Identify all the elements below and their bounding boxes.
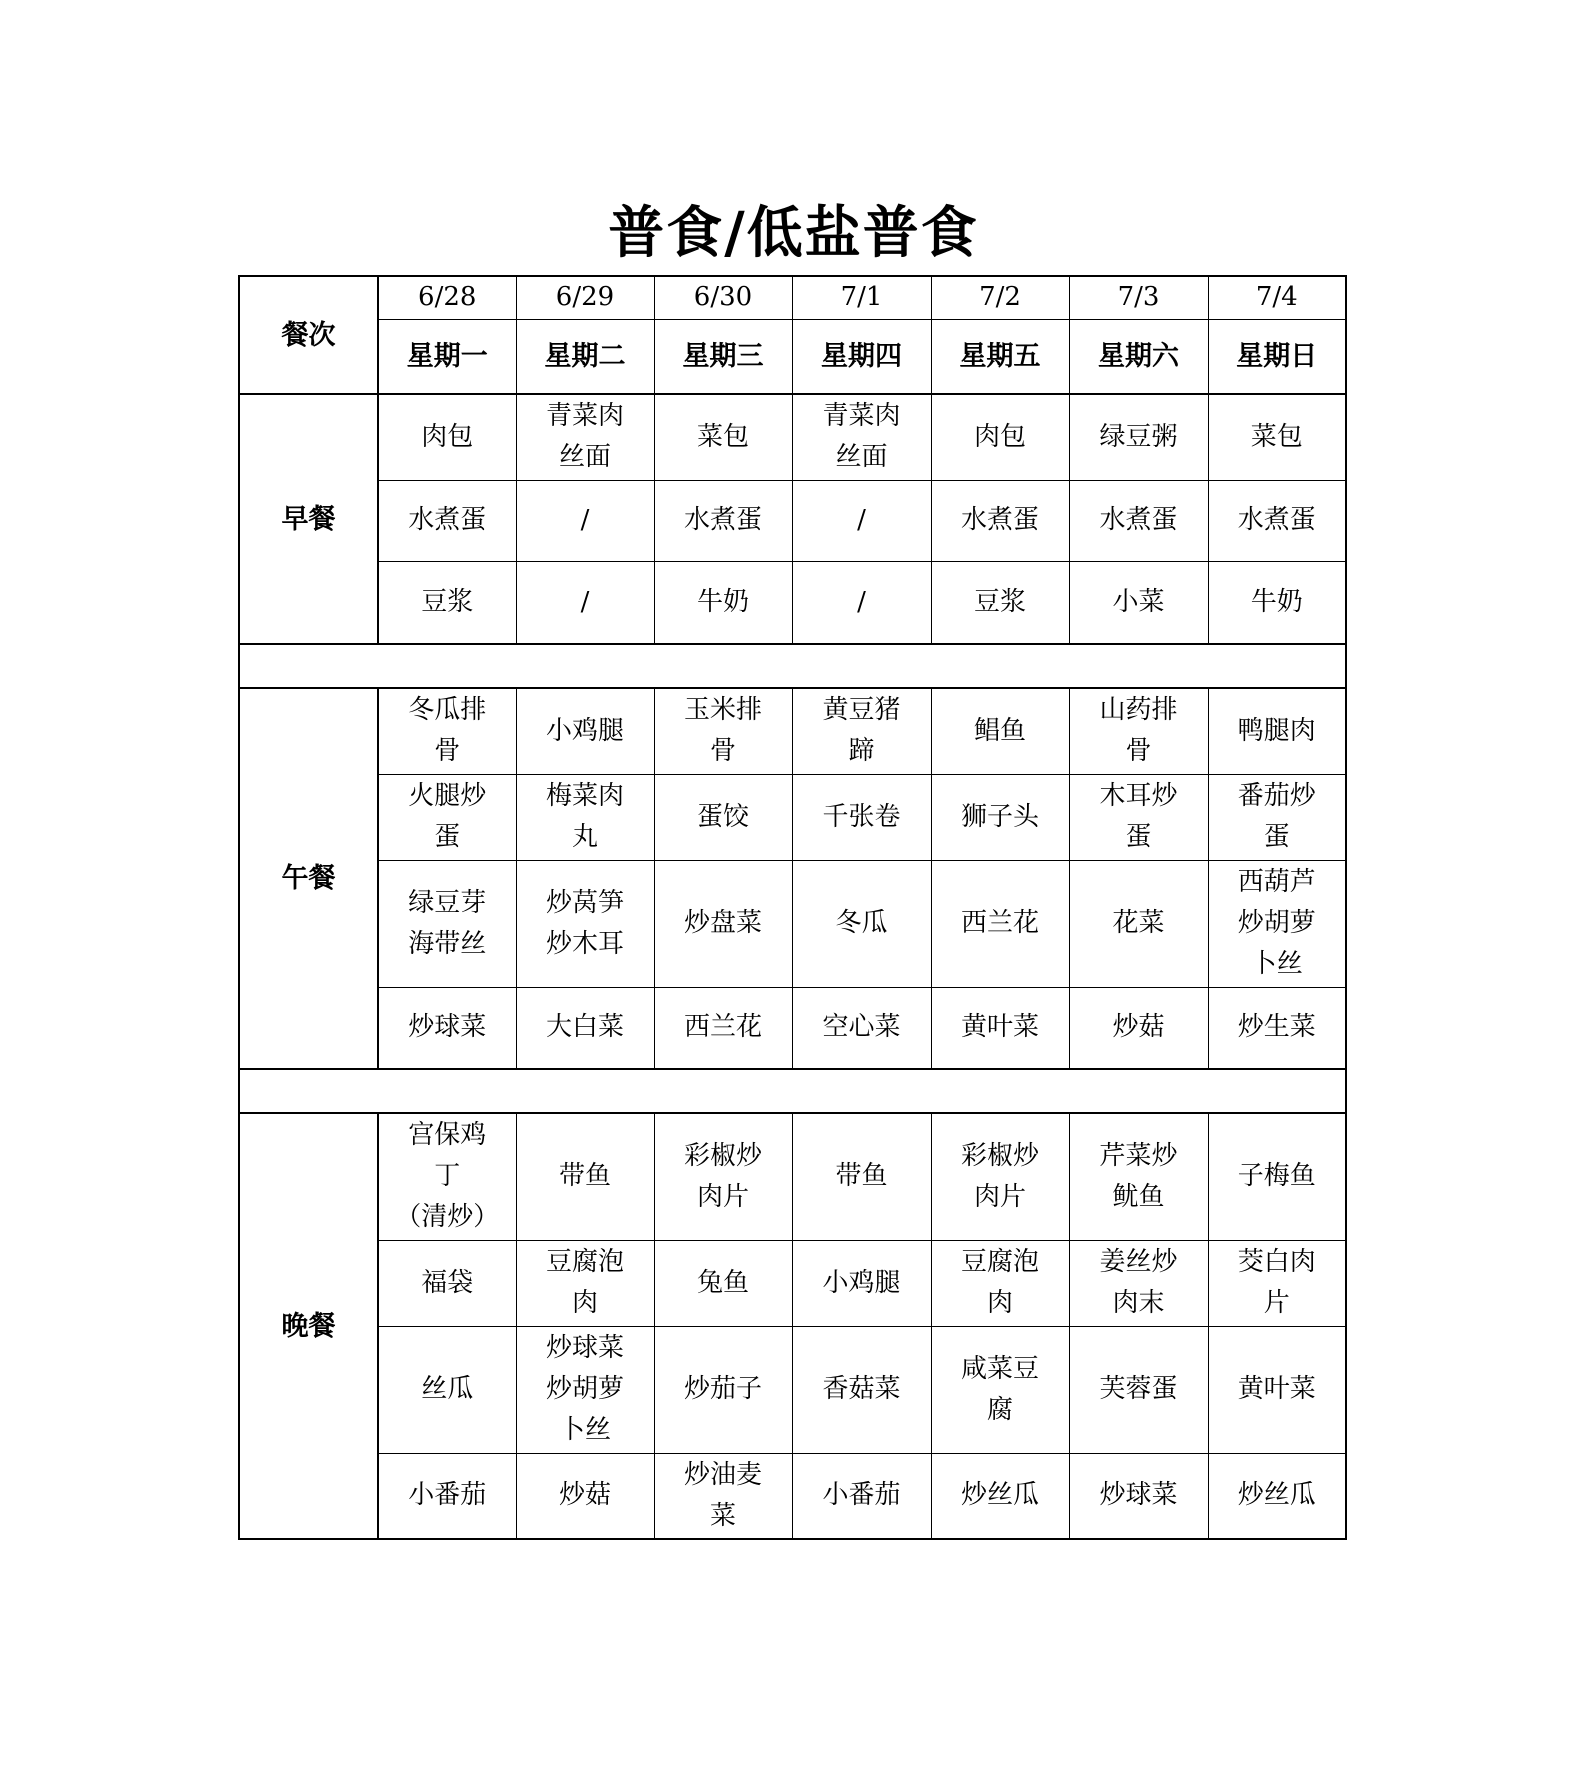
breakfast-row: [239, 394, 1346, 480]
dish-cell: [792, 774, 931, 860]
dish-cell: [654, 688, 792, 774]
dish-cell: [792, 860, 931, 987]
dish-cell: [931, 860, 1069, 987]
dish-name: 豆腐泡 肉: [960, 1247, 1039, 1318]
dish-name: 炒油麦 菜: [683, 1459, 762, 1531]
dish-name: /: [857, 586, 866, 617]
breakfast-row: [239, 561, 1346, 644]
dish-name: 青菜肉 丝面: [822, 401, 901, 473]
dish-cell: [931, 1453, 1069, 1539]
dish-cell: [654, 860, 792, 987]
dish-cell: [1208, 1453, 1346, 1539]
lunch-row: [239, 688, 1346, 774]
breakfast-row: [239, 480, 1346, 561]
weekday-cell: 星期五: [931, 319, 1069, 394]
dish-cell: [516, 774, 654, 860]
dish-cell: [1069, 987, 1208, 1069]
dinner-row: [239, 1240, 1346, 1326]
dish-cell: [1208, 1240, 1346, 1326]
dish-name: 丝瓜: [421, 1374, 474, 1404]
dish-cell: [654, 1113, 792, 1240]
dish-cell: [516, 688, 654, 774]
dish-cell: [378, 394, 516, 480]
dish-cell: [931, 561, 1069, 644]
dish-name: 小鸡腿: [545, 715, 624, 746]
dish-name: 牛奶: [696, 586, 749, 617]
dish-name: 炒生菜: [1237, 1012, 1316, 1043]
meal-column-header: 餐次: [239, 276, 378, 394]
dish-name: /: [857, 505, 866, 535]
dish-name: 豆浆: [973, 586, 1026, 617]
dish-cell: [931, 394, 1069, 480]
dish-cell: [378, 1326, 516, 1453]
weekday-cell: 星期三: [654, 319, 792, 394]
dish-name: 炒丝瓜: [960, 1480, 1039, 1511]
dish-name: 黄叶菜: [960, 1012, 1039, 1043]
dish-cell: [792, 480, 931, 561]
dish-name: 炒球菜: [408, 1012, 487, 1043]
dish-name: 西葫芦 炒胡萝 卜丝: [1237, 867, 1316, 979]
dish-cell: [1069, 860, 1208, 987]
dinner-row: [239, 1113, 1346, 1240]
weekday-cell: 星期四: [792, 319, 931, 394]
dish-name: 芙蓉蛋: [1099, 1374, 1178, 1404]
dish-name: 肉包: [973, 421, 1026, 452]
dish-cell: [378, 1453, 516, 1539]
dish-cell: [516, 480, 654, 561]
dish-cell: [1208, 774, 1346, 860]
dish-cell: [1069, 774, 1208, 860]
dish-cell: [792, 1326, 931, 1453]
weekday-cell: 星期日: [1208, 319, 1346, 394]
dish-name: 彩椒炒 肉片: [960, 1140, 1039, 1212]
dish-cell: [1208, 480, 1346, 561]
dish-cell: [516, 860, 654, 987]
dish-name: 小番茄: [408, 1480, 487, 1511]
dish-name: 姜丝炒 肉末: [1099, 1247, 1178, 1318]
dish-cell: [516, 987, 654, 1069]
dish-cell: [1069, 1113, 1208, 1240]
dish-cell: [378, 688, 516, 774]
dish-cell: [378, 860, 516, 987]
dish-name: 炒菇: [558, 1480, 611, 1511]
dish-name: 炒球菜: [1099, 1480, 1178, 1511]
dish-cell: [1208, 394, 1346, 480]
dish-name: 小鸡腿: [822, 1267, 901, 1298]
date-cell: 6/28: [378, 276, 516, 319]
dish-name: 菜包: [1250, 421, 1303, 452]
dish-cell: [1208, 1326, 1346, 1453]
dish-name: 茭白肉 片: [1237, 1247, 1316, 1318]
dish-name: 豆腐泡 肉: [545, 1247, 624, 1318]
dish-cell: [654, 1240, 792, 1326]
dish-cell: [792, 561, 931, 644]
dish-cell: [931, 480, 1069, 561]
dish-cell: [1208, 987, 1346, 1069]
dish-name: 牛奶: [1250, 586, 1303, 617]
dish-cell: [516, 561, 654, 644]
dish-name: 炒莴笋 炒木耳: [545, 887, 624, 959]
dish-name: 炒茄子: [683, 1374, 762, 1404]
dish-cell: [654, 987, 792, 1069]
dish-cell: [792, 688, 931, 774]
dish-name: 菜包: [696, 421, 749, 452]
spacer-cell: [239, 1069, 1346, 1113]
dish-cell: [792, 1113, 931, 1240]
dish-name: /: [580, 586, 590, 617]
dish-name: 大白菜: [545, 1012, 624, 1043]
dish-cell: [378, 1240, 516, 1326]
dish-name: 炒盘菜: [683, 908, 762, 938]
dish-cell: [654, 480, 792, 561]
weekday-cell: 星期一: [378, 319, 516, 394]
dish-cell: [654, 1453, 792, 1539]
page-title: 普食/低盐普食: [608, 200, 979, 266]
dish-name: 黄叶菜: [1237, 1374, 1316, 1404]
dish-name: 绿豆粥: [1099, 421, 1178, 452]
dish-name: 千张卷: [822, 801, 901, 832]
dish-cell: [792, 1240, 931, 1326]
dish-name: 福袋: [421, 1267, 474, 1298]
dish-cell: [516, 1113, 654, 1240]
dish-name: 空心菜: [822, 1012, 901, 1043]
dish-cell: [378, 987, 516, 1069]
dish-name: 豆浆: [421, 586, 474, 617]
date-cell: 7/4: [1208, 276, 1346, 319]
dish-name: 带鱼: [835, 1161, 888, 1192]
dish-name: 兔鱼: [696, 1267, 749, 1298]
dish-cell: [1069, 1240, 1208, 1326]
dish-cell: [654, 394, 792, 480]
dish-cell: [378, 480, 516, 561]
dish-name: 子梅鱼: [1237, 1161, 1316, 1192]
dish-name: 山药排 骨: [1099, 695, 1178, 767]
dish-cell: [378, 1113, 516, 1240]
dish-cell: [931, 1240, 1069, 1326]
date-cell: 7/1: [792, 276, 931, 319]
dish-name: 玉米排 骨: [683, 695, 762, 767]
dish-cell: [792, 1453, 931, 1539]
dish-name: 花菜: [1112, 908, 1165, 938]
dish-cell: [654, 561, 792, 644]
dish-name: 炒丝瓜: [1237, 1480, 1316, 1511]
dish-cell: [1069, 394, 1208, 480]
dish-name: 宫保鸡 丁 （清炒）: [395, 1120, 500, 1233]
section-spacer-row: [239, 644, 1346, 688]
dish-name: 火腿炒 蛋: [408, 781, 487, 852]
dish-name: /: [580, 505, 590, 535]
dish-cell: [931, 1326, 1069, 1453]
dish-name: 冬瓜: [835, 908, 888, 938]
dish-name: 水煮蛋: [960, 505, 1039, 535]
date-cell: 7/2: [931, 276, 1069, 319]
dish-cell: [1208, 860, 1346, 987]
dinner-label: 晚餐: [239, 1113, 378, 1539]
dish-cell: [1069, 1453, 1208, 1539]
date-cell: 6/29: [516, 276, 654, 319]
dish-name: 水煮蛋: [1237, 505, 1316, 535]
dish-cell: [1069, 688, 1208, 774]
dish-name: 水煮蛋: [683, 505, 762, 535]
weekday-cell: 星期六: [1069, 319, 1208, 394]
dish-name: 小菜: [1112, 586, 1165, 617]
dish-cell: [654, 774, 792, 860]
menu-table: [238, 275, 1347, 1540]
dish-cell: [1069, 1326, 1208, 1453]
dish-cell: [1069, 480, 1208, 561]
dish-cell: [931, 774, 1069, 860]
dish-name: 蛋饺: [696, 801, 749, 832]
lunch-row: [239, 987, 1346, 1069]
dish-name: 青菜肉 丝面: [545, 401, 624, 473]
dish-cell: [1208, 561, 1346, 644]
dish-name: 木耳炒 蛋: [1099, 781, 1178, 852]
lunch-row: [239, 860, 1346, 987]
spacer-cell: [239, 644, 1346, 688]
dish-name: 绿豆芽 海带丝: [408, 887, 487, 959]
dish-name: 咸菜豆 腐: [960, 1353, 1039, 1425]
dish-name: 鸭腿肉: [1237, 715, 1316, 746]
dish-name: 梅菜肉 丸: [545, 781, 624, 852]
dish-name: 番茄炒 蛋: [1237, 781, 1316, 852]
dish-cell: [931, 987, 1069, 1069]
dish-name: 香菇菜: [822, 1374, 901, 1404]
dish-name: 芹菜炒 鱿鱼: [1099, 1140, 1178, 1212]
dish-name: 小番茄: [822, 1480, 901, 1511]
dish-cell: [654, 1326, 792, 1453]
lunch-row: [239, 774, 1346, 860]
section-spacer-row: [239, 1069, 1346, 1113]
dish-name: 水煮蛋: [1099, 505, 1178, 535]
dish-name: 冬瓜排 骨: [408, 695, 487, 767]
dish-name: 彩椒炒 肉片: [683, 1140, 762, 1212]
dish-name: 肉包: [421, 421, 474, 452]
dinner-row: [239, 1453, 1346, 1539]
breakfast-label: 早餐: [239, 394, 378, 644]
dish-cell: [378, 561, 516, 644]
dish-cell: [1208, 1113, 1346, 1240]
date-row: [239, 276, 1346, 319]
dish-name: 鲳鱼: [973, 715, 1026, 746]
dish-name: 黄豆猪 蹄: [822, 695, 901, 767]
dish-cell: [516, 1326, 654, 1453]
dish-name: 水煮蛋: [408, 505, 487, 535]
dinner-row: [239, 1326, 1346, 1453]
date-cell: 7/3: [1069, 276, 1208, 319]
dish-name: 狮子头: [960, 801, 1039, 832]
dish-name: 西兰花: [960, 908, 1039, 938]
dish-name: 西兰花: [683, 1012, 762, 1043]
date-cell: 6/30: [654, 276, 792, 319]
dish-name: 炒球菜 炒胡萝 卜丝: [545, 1333, 624, 1445]
dish-cell: [516, 1453, 654, 1539]
dish-name: 炒菇: [1112, 1012, 1165, 1043]
dish-cell: [931, 688, 1069, 774]
dish-cell: [516, 1240, 654, 1326]
weekday-cell: 星期二: [516, 319, 654, 394]
dish-cell: [792, 987, 931, 1069]
dish-cell: [931, 1113, 1069, 1240]
weekday-row: [239, 319, 1346, 394]
dish-cell: [1208, 688, 1346, 774]
dish-name: 带鱼: [558, 1161, 611, 1192]
dish-cell: [792, 394, 931, 480]
dish-cell: [378, 774, 516, 860]
dish-cell: [516, 394, 654, 480]
dish-cell: [1069, 561, 1208, 644]
lunch-label: 午餐: [239, 688, 378, 1069]
